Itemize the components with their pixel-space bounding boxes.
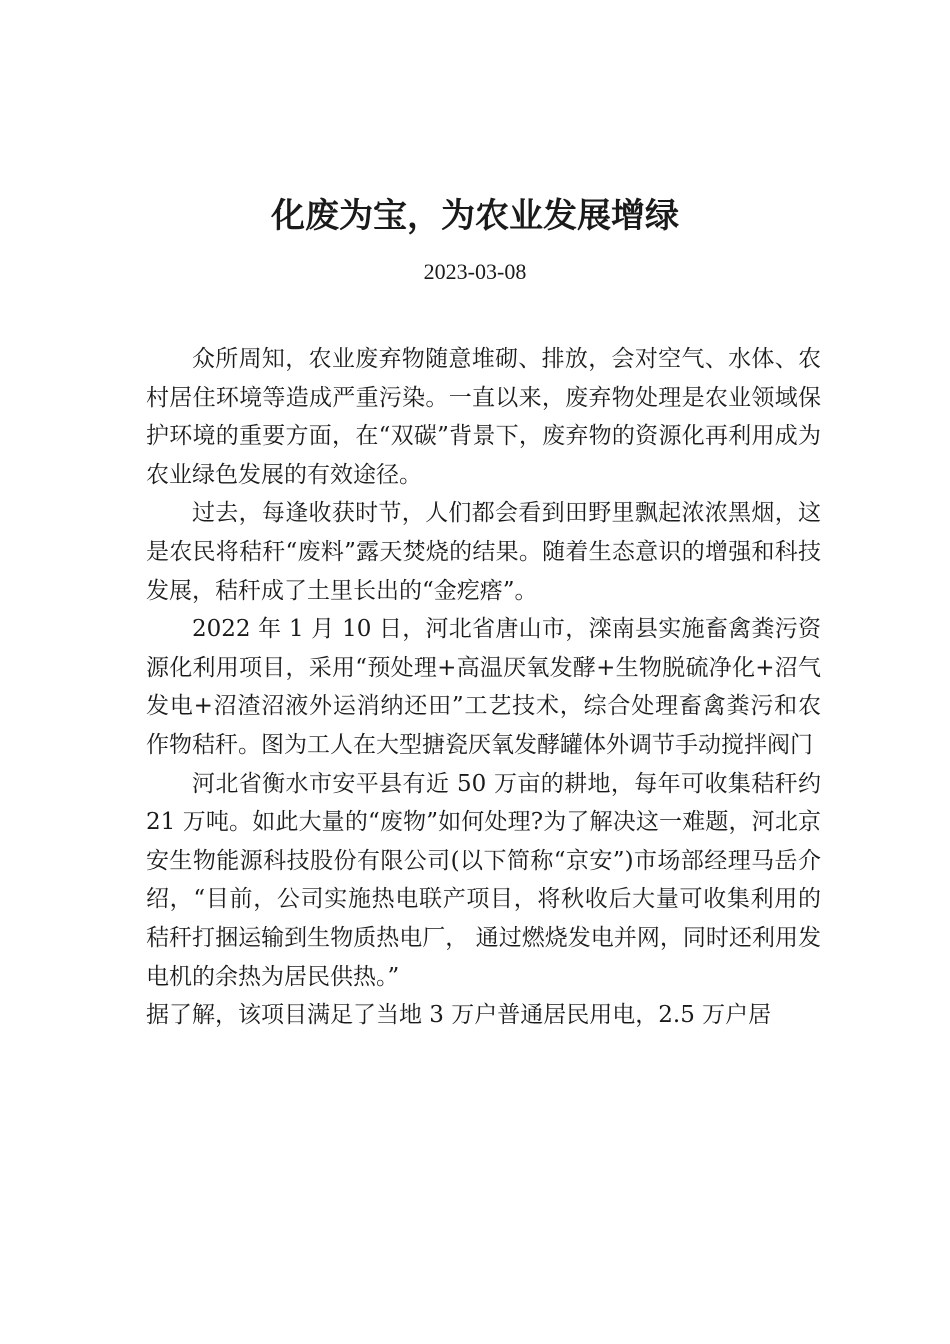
paragraph-3: 2022 年 1 月 10 日，河北省唐山市，滦南县实施畜禽粪污资源化利用项目，采用“预处理+高温厌氧发酵+生物脱硫净化+沼气发电+沼渣沼液外运消纳还田”工艺技术，综合处理畜禽粪污和农作物秸秆。图为工人在大型搪瓷厌氧发酵罐体外调节手动搅拌阀门 — [146, 616, 821, 758]
article-title: 化废为宝，为农业发展增绿 — [271, 196, 679, 236]
article-date: 2023-03-08 — [423, 259, 527, 284]
paragraph-4: 河北省衡水市安平县有近 50 万亩的耕地，每年可收集秸秆约 21 万吨。如此大量的“废物”如何处理?为了解决这一难题，河北京安生物能源科技股份有限公司(以下简称“京安”)市场部经理马岳介绍，“目前，公司实施热电联产项目，将秋收后大量可收集利用的秸秆打捆运输到生物质热电厂， 通过燃烧发电并网，同时还利用发电机的余热为居民供热。” — [146, 770, 821, 990]
paragraph-1: 众所周知，农业废弃物随意堆砌、排放，会对空气、水体、农村居住环境等造成严重污染。一直以来，废弃物处理是农业领域保护环境的重要方面，在“双碳”背景下，废弃物的资源化再利用成为农业绿色发展的有效途径。 — [146, 346, 821, 488]
article-body — [146, 340, 821, 1035]
paragraph-2: 过去，每逢收获时节，人们都会看到田野里飘起浓浓黑烟，这是农民将秸秆“废料”露天焚烧的结果。随着生态意识的增强和科技发展，秸秆成了土里长出的“金疙瘩”。 — [146, 500, 821, 604]
paragraph-5: 据了解，该项目满足了当地 3 万户普通居民用电，2.5 万户居 — [146, 1002, 772, 1029]
